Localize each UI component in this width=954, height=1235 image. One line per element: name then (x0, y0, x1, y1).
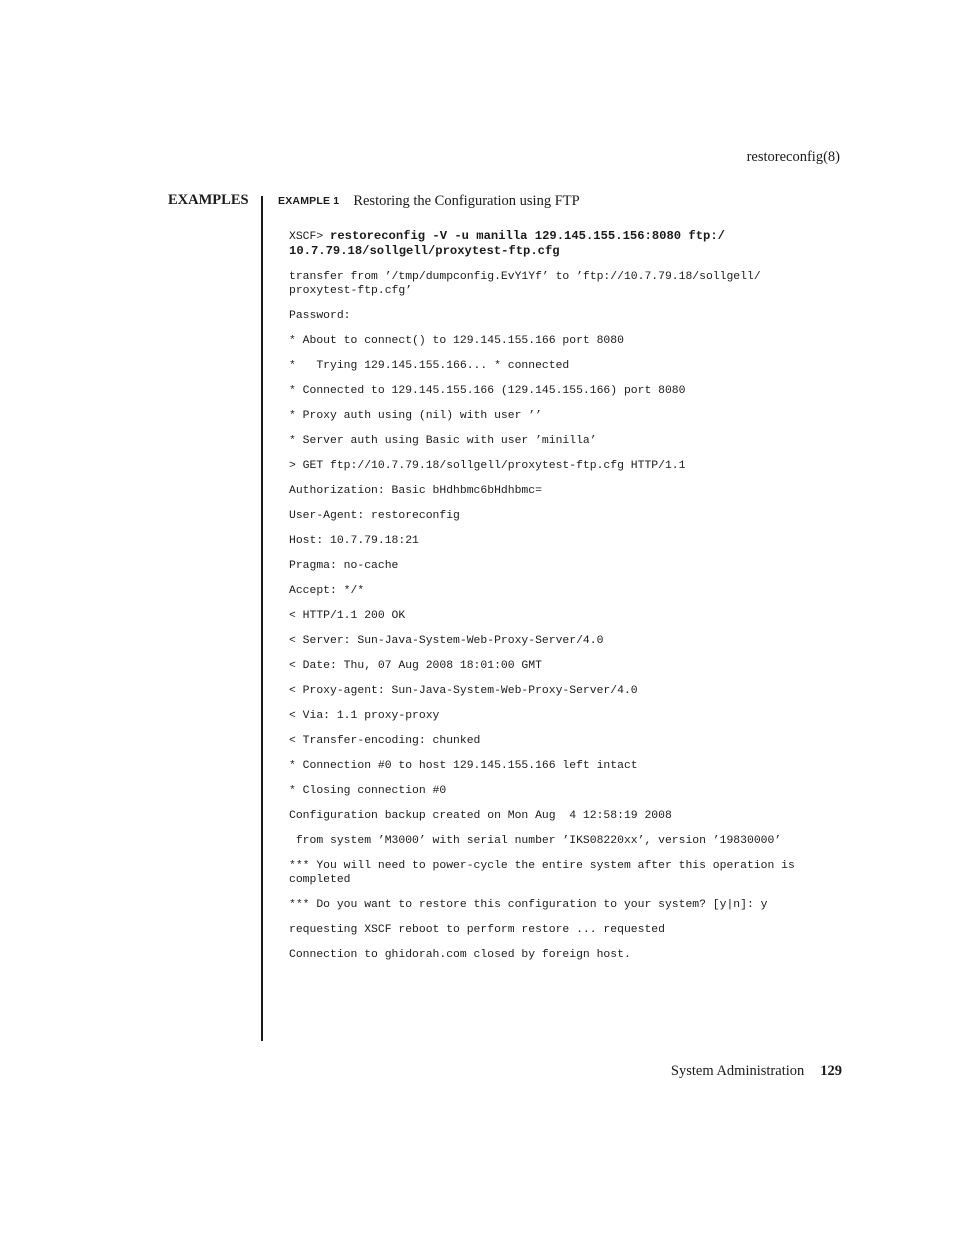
output-line: * Connection #0 to host 129.145.155.166 left intact (289, 760, 638, 772)
output-line: *** You will need to power-cycle the entire system after this operation is completed (289, 860, 795, 886)
output-line: * Closing connection #0 (289, 785, 447, 797)
section-divider-rule (261, 196, 263, 1041)
command-line-2: 10.7.79.18/sollgell/proxytest-ftp.cfg (289, 244, 560, 258)
output-line: Host: 10.7.79.18:21 (289, 535, 419, 547)
page-footer (671, 1063, 842, 1080)
example-header (278, 192, 580, 210)
output-line: requesting XSCF reboot to perform restore ... requested (289, 924, 665, 936)
footer-page-number: 129 (820, 1063, 842, 1079)
section-label-examples: EXAMPLES (168, 192, 249, 208)
footer-book-title: System Administration (670, 1063, 805, 1079)
output-line: > GET ftp://10.7.79.18/sollgell/proxytest-ftp.cfg HTTP/1.1 (289, 460, 686, 472)
command-prompt: XSCF> (289, 231, 331, 243)
output-line: transfer from ’/tmp/dumpconfig.EvY1Yf’ to ’ftp://10.7.79.18/sollgell/ proxytest-ftp.cfg’ (289, 271, 761, 297)
output-line: < HTTP/1.1 200 OK (289, 610, 406, 622)
output-line: * Trying 129.145.155.166... * connected (289, 360, 570, 372)
output-line: * Connected to 129.145.155.166 (129.145.155.166) port 8080 (289, 385, 686, 397)
output-line: Password: (289, 310, 351, 322)
example-tag: EXAMPLE 1 (278, 195, 340, 207)
output-line: from system ’M3000’ with serial number ’IKS08220xx’, version ’19830000’ (289, 835, 782, 847)
output-line: Configuration backup created on Mon Aug 4 12:58:19 2008 (289, 810, 672, 822)
output-line: < Server: Sun-Java-System-Web-Proxy-Server/4.0 (289, 635, 604, 647)
output-line: Accept: */* (289, 585, 365, 597)
code-example-block (289, 229, 849, 973)
output-line: < Date: Thu, 07 Aug 2008 18:01:00 GMT (289, 660, 542, 672)
output-line: * Proxy auth using (nil) with user ’’ (289, 410, 542, 422)
running-head: restoreconfig(8) (746, 149, 840, 165)
output-line: < Transfer-encoding: chunked (289, 735, 481, 747)
output-line: < Via: 1.1 proxy-proxy (289, 710, 440, 722)
output-line: < Proxy-agent: Sun-Java-System-Web-Proxy-Server/4.0 (289, 685, 638, 697)
example-title: Restoring the Configuration using FTP (353, 193, 580, 209)
output-line: Pragma: no-cache (289, 560, 399, 572)
output-line: * Server auth using Basic with user ’minilla’ (289, 435, 597, 447)
command-line-1: restoreconfig -V -u manilla 129.145.155.156:8080 ftp:/ (330, 229, 725, 243)
output-line: Connection to ghidorah.com closed by foreign host. (289, 949, 631, 961)
command-output (289, 270, 849, 962)
output-line: * About to connect() to 129.145.155.166 port 8080 (289, 335, 624, 347)
output-line: Authorization: Basic bHdhbmc6bHdhbmc= (289, 485, 542, 497)
command-block (289, 229, 849, 259)
output-line: *** Do you want to restore this configuration to your system? [y|n]: y (289, 899, 768, 911)
output-line: User-Agent: restoreconfig (289, 510, 460, 522)
